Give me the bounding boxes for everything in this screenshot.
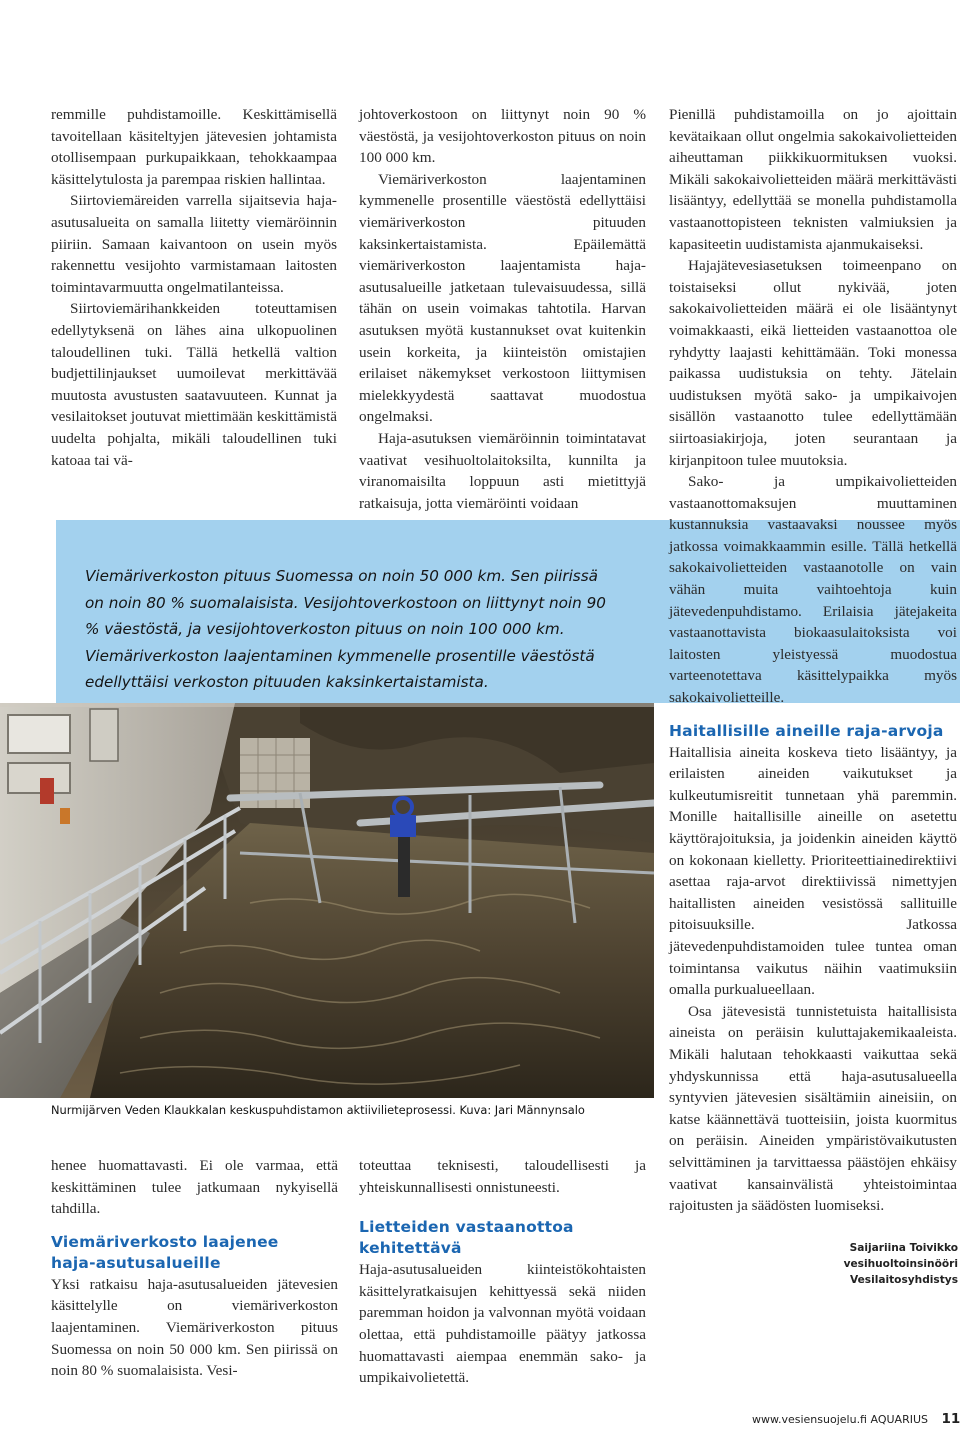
paragraph: remmille puhdistamoille. Keskittämisellä tavoitellaan käsiteltyjen jätevesien johtamista otollisempaan purkupaikkaan, tehokkaampaa käsittelytulosta ja parempaa riskien hallintaa. bbox=[51, 106, 337, 188]
author-signature bbox=[760, 1240, 958, 1288]
section-heading bbox=[51, 1232, 338, 1274]
column-2-bottom bbox=[359, 1155, 646, 1389]
heading-line: Viemäriverkosto laajenee bbox=[51, 1232, 279, 1251]
callout-text: Viemäriverkoston pituus Suomessa on noin 50 000 km. Sen piirissä on noin 80 % suomalaisista. Vesijohtoverkostoon on liittynyt noin 90 % väestöstä, ja vesijohtoverkoston pituus on noin 100 000 km. Viemäriverkoston laajentaminen kymmenelle prosentille väestöstä edellyttäisi verkoston pituuden kaksinkertaistamista. bbox=[85, 567, 606, 692]
heading-line: kehitettävä bbox=[359, 1239, 462, 1258]
page-number: 11 bbox=[941, 1411, 960, 1427]
column-1-bottom bbox=[51, 1155, 338, 1382]
section-heading bbox=[359, 1217, 646, 1259]
heading-line: Lietteiden vastaanottoa bbox=[359, 1218, 574, 1237]
paragraph: Pienillä puhdistamoilla on jo ajoittain kevätaikaan ollut ongelmia sakokaivolietteiden aiheuttaman piikkikuormituksen vuoksi. Mikäli sakokaivolietteiden määrä merkittävästi lisääntyy, edellyttää se monella puhdistamolla vastaanottopisteen teknisten valmiuksien ja kapasiteetin uudistamista ajanmukaiseksi. bbox=[669, 106, 957, 253]
footer-url[interactable]: www.vesiensuojelu.fi bbox=[752, 1413, 867, 1426]
treatment-plant-photo bbox=[0, 703, 654, 1098]
paragraph: toteuttaa teknisesti, taloudellisesti ja yhteiskunnallisesti onnistuneesti. bbox=[359, 1157, 646, 1196]
author-name: Saijariina Toivikko bbox=[849, 1242, 958, 1254]
paragraph: johtoverkostoon on liittynyt noin 90 % väestöstä, ja vesijohtoverkoston pituus on noin 100 000 km. bbox=[359, 106, 646, 167]
author-title: vesihuoltoinsinööri bbox=[843, 1258, 958, 1270]
paragraph: Haja-asutuksen viemäröinnin toimintatavat vaativat vesihuoltolaitoksilta, kunnilta ja viranomaisilta loppuun asti mietittyjä ratkaisuja, jotta viemäröinti voidaan bbox=[359, 429, 646, 512]
heading-line: haja-asutusalueille bbox=[51, 1253, 221, 1272]
column-1-top bbox=[51, 104, 337, 471]
paragraph: Sako- ja umpikaivolietteiden vastaanottomaksujen muuttaminen kustannuksia vastaavaksi noussee myös jatkossa voimakkaammin esille. Tällä hetkellä sakokaivolietteiden vastaanotolle on vain vähän muita vaihtoehtoja kuin jätevedenpuhdistamo. Erilaisia jätejakeita vastaanottavista biokaasulaitoksista voi laitosten yleistyessä muodostua varteenotettava käsittelypaikka myös sakokaivolietteille. bbox=[669, 473, 957, 707]
paragraph: Siirtoviemärihankkeiden toteuttamisen edellytyksenä on lähes aina ulkopuolinen taloudellinen tuki. Tällä hetkellä valtion budjettilinjaukset uumoilevat merkittävää muutosta avustusten saatavuuteen. Kunnat ja vesilaitokset joutuvat miettimään keskittämistä uudelta pohjalta, mikäli taloudellinen tuki katoaa tai vä- bbox=[51, 300, 337, 469]
column-3 bbox=[669, 104, 957, 1217]
paragraph: Haitallisia aineita koskeva tieto lisääntyy, ja erilaisten aineiden vaikutukset ja kulkeutumisreitit tunnetaan yhä paremmin. Monille haitallisille aineille on asetettu käyttörajoituksia, ja joidenkin aineiden käyttö on kokonaan kielletty. Prioriteettiainedirektiivi asettaa raja-arvot direktiivissä nimettyjen haitallisten aineiden vesistössä sallituille pitoisuuksille. Jatkossa jätevedenpuhdistamoiden tulee tuntea oman toimintansa vaikutus näihin vaatimuksiin omalla purkualueellaan. bbox=[669, 743, 957, 999]
paragraph: Viemäriverkoston laajentaminen kymmenelle prosentille väestöstä edellyttäisi viemäriverkoston pituuden kaksinkertaistamista. Epäilemättä viemäriverkoston laajentamista haja-asutusalueille jatketaan tulevaisuudessa, sillä tähän on usein voimakas tahtotila. Harvan asutuksen myötä kustannukset ovat kuitenkin usein korkeita, ja kiinteistön omistajien erilaiset näkemykset verkostoon liittymisen mielekkyydestä saattavat muodostua ongelmaksi. bbox=[359, 170, 646, 426]
paragraph: Haja-asutusalueiden kiinteistökohtaisten käsittelyratkaisujen kehittyessä sekä niiden paremman hoidon ja valvonnan myötä voidaan olettaa, että puhdistamoille päätyy jatkossa huomattavasti aiempaa enemmän sako- ja umpikaivolietettä. bbox=[359, 1261, 646, 1387]
footer-magazine: AQUARIUS bbox=[870, 1413, 928, 1426]
paragraph: Yksi ratkaisu haja-asutusalueiden jätevesien käsittelylle on viemäriverkoston laajentaminen. Viemäriverkoston pituus Suomessa on noin 50 000 km. Sen piirissä on noin 80 % suomalaisista. Vesi- bbox=[51, 1275, 338, 1380]
column-2-top bbox=[359, 104, 646, 514]
page-footer bbox=[752, 1411, 960, 1427]
photo-caption: Nurmijärven Veden Klaukkalan keskuspuhdistamon aktiivilieteprosessi. Kuva: Jari Männynsalo bbox=[51, 1103, 585, 1117]
paragraph: henee huomattavasti. Ei ole varmaa, että keskittäminen tulee jatkumaan nykyisellä tahdilla. bbox=[51, 1157, 338, 1218]
paragraph: Osa jätevesistä tunnistetuista haitallisista aineista on peräisin kuluttajakemikaaleista. Mikäli halutaan tehokkaasti vaikuttaa sekä yhdyskunnissa että haja-asutusalueella syntyvien jätevesien sisältämiin aineisiin, on katse käännettävä tuotteisiin, joista kuormitus on peräisin. Aineiden ympäristövaikutusten selvittäminen ja tarvittaessa päästöjen ehkäisy vaativat kansainvälistä yhteistoimintaa rajoitusten ja säädösten luomiseksi. bbox=[669, 1002, 957, 1215]
author-organization: Vesilaitosyhdistys bbox=[849, 1274, 958, 1286]
section-heading: Haitallisille aineille raja-arvoja bbox=[669, 721, 944, 740]
paragraph: Siirtoviemäreiden varrella sijaitsevia haja-asutusalueita on samalla liitetty viemäröinnin piiriin. Samaan kaivantoon on usein myös rakennettu vesijohto varmistamaan laitosten toimintavarmuutta ongelmatilanteissa. bbox=[51, 192, 337, 296]
paragraph: Hajajätevesiasetuksen toimeenpano on toistaiseksi ollut nykivää, joten sakokaivolietteiden määrä ei ole lisääntynyt voimakkaasti, eikä lietteiden vastaanottoa ole ryhdytty laajasti kehittämään. Toki monessa paikassa uudistuksia on tehty. Jätelain uudistuksen myötä sako- ja umpikaivojen sisällön vastaanotto tulee edellyttämään siirtoasiakirjoja, joten seurantaan ja kirjanpitoon tulee muutoksia. bbox=[669, 257, 957, 469]
